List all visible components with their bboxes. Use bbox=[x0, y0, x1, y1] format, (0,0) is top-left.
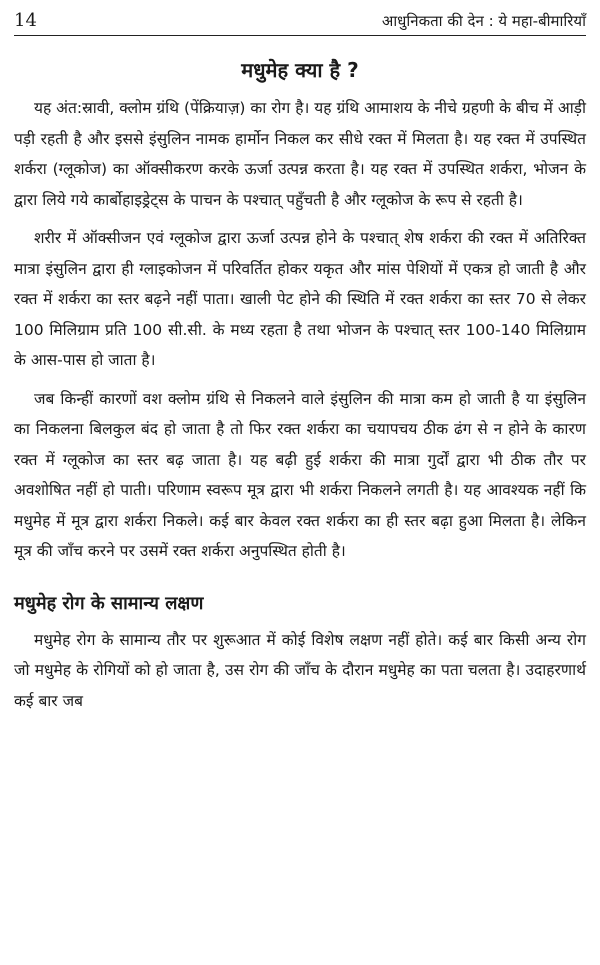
paragraph: जब किन्हीं कारणों वश क्लोम ग्रंथि से निकलने वाले इंसुलिन की मात्रा कम हो जाती है या इंसुलिन का निकलना बिलकुल बंद हो जाता है तो फिर रक्त शर्करा का चयापचय ठीक ढंग से न होने के कारण रक्त में ग्लूकोज का स्तर बढ़ जाता है। यह बढ़ी हुई शर्करा की मात्रा गुर्दों द्वारा भी ठीक तौर पर अवशोषित नहीं हो पाती। परिणाम स्वरूप मूत्र द्वारा भी शर्करा निकलने लगती है। यह आवश्यक नहीं कि मधुमेह में मूत्र द्वारा शर्करा निकले। कई बार केवल रक्त शर्करा का ही स्तर बढ़ा हुआ मिलता है। लेकिन मूत्र की जाँच करने पर उसमें रक्त शर्करा अनुपस्थित होती है। bbox=[14, 389, 586, 560]
section-title: मधुमेह क्या है ? bbox=[241, 58, 359, 82]
running-title: आधुनिकता की देन : ये महा-बीमारियाँ bbox=[381, 12, 586, 30]
paragraph: मधुमेह रोग के सामान्य तौर पर शुरूआत में कोई विशेष लक्षण नहीं होते। कई बार किसी अन्य रोग जो मधुमेह के रोगियों को हो जाता है, उस रोग की जाँच के दौरान मधुमेह का पता चलता है। उदाहरणार्थ कई बार जब bbox=[14, 630, 586, 710]
page-number: 14 bbox=[14, 10, 37, 31]
paragraph: यह अंत:स्रावी, क्लोम ग्रंथि (पेंक्रियाज़) का रोग है। यह ग्रंथि आमाशय के नीचे ग्रहणी के बीच में आड़ी पड़ी रहती है और इससे इंसुलिन नामक हार्मोन निकल कर सीधे रक्त में मिलता है। यह रक्त में उपस्थित शर्करा (ग्लूकोज) का ऑक्सीकरण करके ऊर्जा उत्पन्न करता है। यह रक्त में उपस्थित शर्करा, भोजन के द्वारा लिये गये कार्बोहाइड्रेट्स के पाचन के पश्चात् पहुँचती है और ग्लूकोज के रूप से रहती है। bbox=[14, 99, 586, 209]
subheading: मधुमेह रोग के सामान्य लक्षण bbox=[14, 592, 204, 614]
page-header bbox=[14, 10, 586, 32]
paragraph: शरीर में ऑक्सीजन एवं ग्लूकोज द्वारा ऊर्जा उत्पन्न होने के पश्चात् शेष शर्करा की रक्त में अतिरिक्त मात्रा इंसुलिन द्वारा ही ग्लाइकोजन में परिवर्तित होकर यकृत और मांस पेशियों में एकत्र हो जाती है और रक्त में शर्करा का स्तर बढ़ने नहीं पाता। खाली पेट होने की स्थिति में रक्त शर्करा का स्तर 70 से लेकर 100 मिलिग्राम प्रति 100 सी.सी. के मध्य रहता है तथा भोजन के पश्चात् स्तर 100-140 मिलिग्राम के आस-पास हो जाता है। bbox=[14, 229, 586, 369]
page-body bbox=[14, 55, 586, 724]
header-rule bbox=[14, 35, 586, 36]
